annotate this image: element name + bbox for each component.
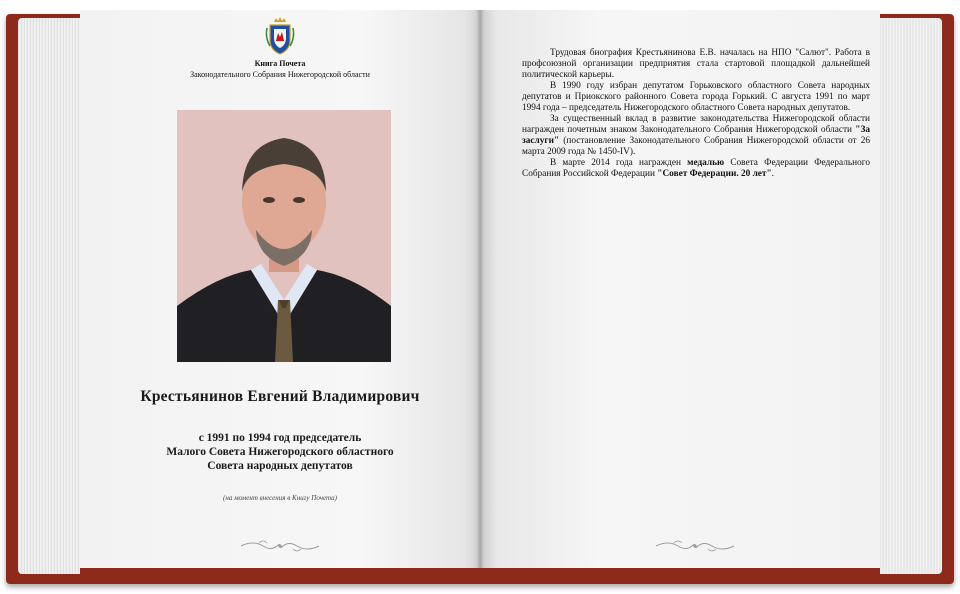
- entry-note: (на момент внесения в Книгу Почета): [223, 494, 337, 502]
- person-name: Крестьянинов Евгений Владимирович: [140, 388, 420, 405]
- position-line: с 1991 по 1994 год председатель: [198, 432, 362, 444]
- bio-paragraph: В марте 2014 года награжден медалью Совета Федерации Федерального Собрания Российской Федерации "Совет Федерации. 20 лет".: [522, 158, 870, 179]
- book-title: Книга Почета: [254, 59, 306, 68]
- award-type: медалью: [687, 158, 725, 168]
- book-spine-gutter: [476, 10, 484, 568]
- award-name: "Совет Федерации. 20 лет": [657, 169, 772, 179]
- bio-paragraph: За существенный вклад в развитие законодательства Нижегородской области награжден почетным знаком Законодательного Собрания Нижегородской области "За заслуги" (постановление Законодательного Собрания Нижегородской области от 26 марта 2009 года № 1450-IV).: [522, 114, 870, 157]
- book-subtitle: Законодательного Собрания Нижегородской области: [190, 70, 370, 79]
- left-page[interactable]: [80, 10, 480, 568]
- bio-paragraph: В 1990 году избран депутатом Горьковского областного Совета народных депутатов и Приокского районного Совета города Горький. С августа 1991 по март 1994 года – председатель Нижегородского областного Совета народных депутатов.: [522, 81, 870, 113]
- coat-of-arms-icon: [263, 16, 297, 56]
- flourish-ornament-icon: [239, 538, 321, 554]
- position-description: [120, 431, 440, 473]
- bio-paragraph: Трудовая биография Крестьянинова Е.В. началась на НПО "Салют". Работа в профсоюзной организации предприятия стала стартовой площадкой дальнейшей политической карьеры.: [522, 48, 870, 80]
- position-line: Малого Совета Нижегородского областного: [166, 446, 394, 458]
- portrait-photo: [177, 110, 391, 362]
- flourish-ornament-icon: [654, 538, 736, 554]
- right-page[interactable]: [480, 10, 880, 568]
- position-line: Совета народных депутатов: [207, 460, 353, 472]
- biography-text: [522, 48, 870, 180]
- award-name: "За заслуги": [522, 125, 870, 146]
- page-edges-right: [880, 18, 942, 574]
- page-edges-left: [18, 18, 80, 574]
